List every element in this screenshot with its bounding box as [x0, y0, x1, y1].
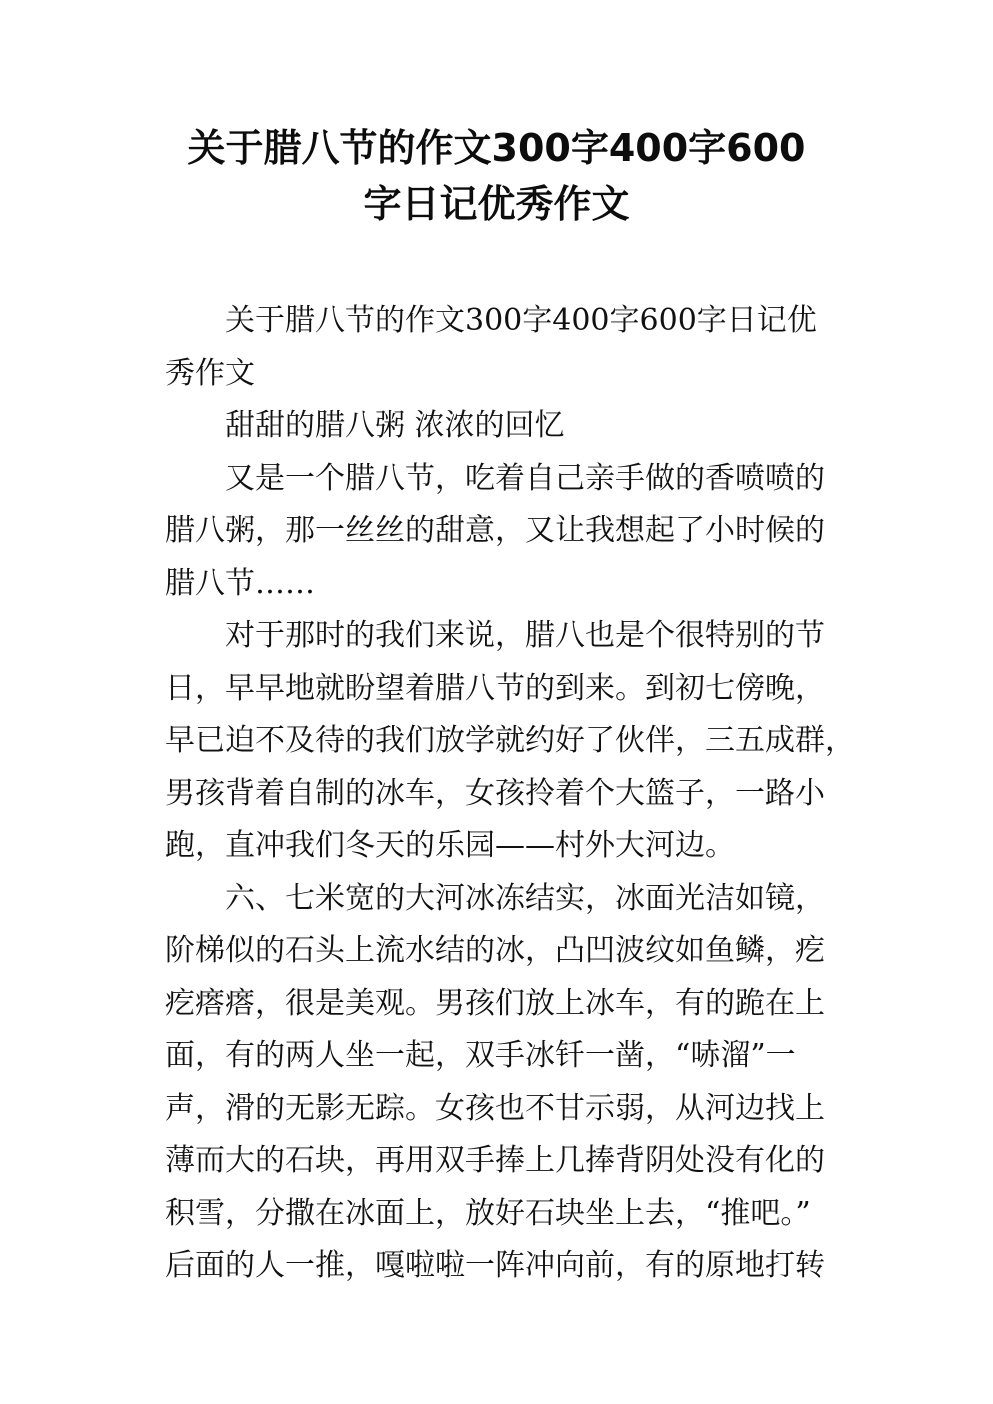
body-line: 男孩背着自制的冰车，女孩拎着个大篮子，一路小: [165, 775, 825, 811]
body-line: 声，滑的无影无踪。女孩也不甘示弱，从河边找上: [165, 1090, 825, 1126]
body-line: 甜甜的腊八粥 浓浓的回忆: [225, 408, 565, 443]
body-line: 早已迫不及待的我们放学就约好了伙伴，三五成群，: [165, 723, 855, 758]
body-line: 薄而大的石块，再用双手捧上几捧背阴处没有化的: [165, 1143, 825, 1178]
document-title: [120, 120, 873, 232]
body-line: 日，早早地就盼望着腊八节的到来。到初七傍晚，: [165, 670, 825, 706]
body-line: 又是一个腊八节，吃着自己亲手做的香喷喷的: [225, 460, 825, 496]
title-line-2: 字日记优秀作文: [363, 182, 630, 226]
body-line: 关于腊八节的作文300字400字600字日记优: [225, 303, 817, 338]
body-line: 腊八粥，那一丝丝的甜意，又让我想起了小时候的: [165, 513, 825, 548]
body-line: 六、七米宽的大河冰冻结实，冰面光洁如镜，: [225, 880, 825, 916]
body-line: 后面的人一推，嘎啦啦一阵冲向前，有的原地打转: [165, 1248, 825, 1283]
body-line: 面，有的两人坐一起，双手冰钎一凿，“哧溜”一: [165, 1038, 796, 1073]
body-line: 阶梯似的石头上流水结的冰，凸凹波纹如鱼鳞，疙: [165, 933, 825, 968]
document-body: [165, 295, 855, 1293]
body-line: 疙瘩瘩，很是美观。男孩们放上冰车，有的跪在上: [165, 985, 825, 1021]
body-line: 跑，直冲我们冬天的乐园——村外大河边。: [165, 828, 735, 863]
body-line: 对于那时的我们来说，腊八也是个很特别的节: [225, 618, 825, 653]
body-line: 腊八节……: [165, 565, 315, 601]
body-line: 积雪，分撒在冰面上，放好石块坐上去，“推吧。”: [165, 1195, 811, 1231]
title-line-1: 关于腊八节的作文300字400字600: [187, 126, 806, 170]
body-line: 秀作文: [165, 355, 255, 391]
